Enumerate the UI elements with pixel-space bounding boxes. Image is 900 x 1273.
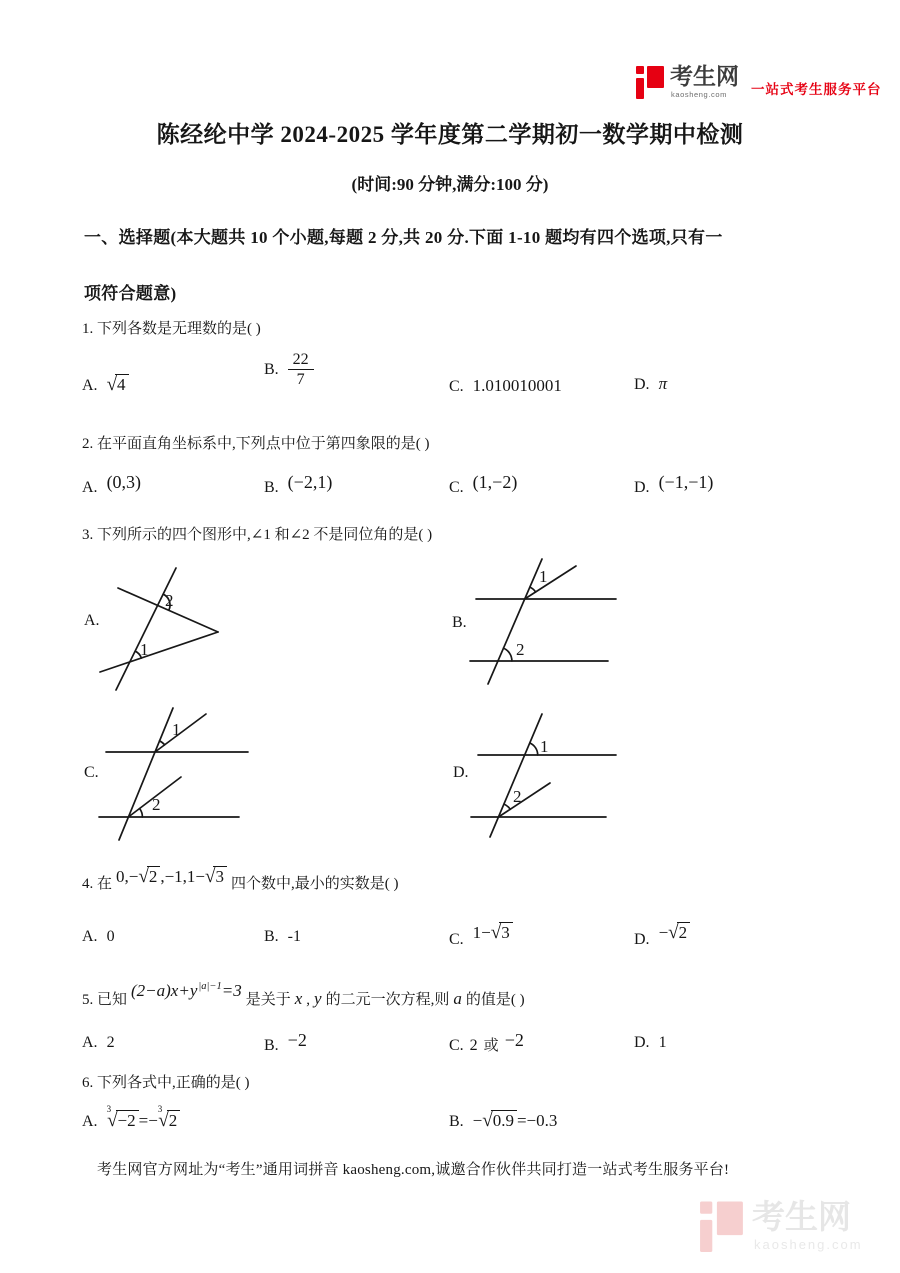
- q5-var-a: a: [453, 989, 462, 1008]
- option-label: B.: [264, 928, 279, 945]
- question-2-stem: 2. 在平面直角坐标系中,下列点中位于第四象限的是( ): [82, 436, 430, 452]
- option-label: C.: [449, 378, 464, 395]
- sqrt-expression: √ 4: [107, 374, 129, 396]
- q5-option-b: [264, 1030, 307, 1055]
- q1-option-c: [449, 376, 562, 396]
- angle-2-label: 2: [152, 795, 161, 814]
- kaosheng-logo: [636, 65, 882, 99]
- q2-option-d: [634, 472, 714, 497]
- q1-option-a: [82, 374, 129, 396]
- q3-figure-a: [96, 562, 271, 694]
- q6-option-b: [449, 1110, 557, 1132]
- footer-note: 考生网官方网址为“考生”通用词拼音 kaosheng.com,诚邀合作伙伴共同打造一站式考生服务平台!: [97, 1162, 730, 1178]
- option-or-text: 或: [483, 1038, 499, 1054]
- option-label: B.: [264, 360, 279, 378]
- brand-domain: kaosheng.com: [671, 90, 727, 99]
- angle-2-label: 2: [516, 640, 525, 659]
- option-label: A.: [82, 928, 98, 945]
- q5-equation: $(2-a)x+y^{|a|-1}=3$: [131, 981, 242, 1000]
- option-value: −2: [287, 1030, 307, 1050]
- q4-option-a: [82, 928, 115, 946]
- option-value: (−1,−1): [658, 472, 714, 492]
- option-value: π: [658, 374, 668, 393]
- q4-stem-pre: 4. 在: [82, 876, 113, 892]
- option-label: D.: [634, 479, 650, 496]
- option-label: C.: [449, 1037, 464, 1054]
- q4-option-d: [634, 923, 690, 950]
- q5-stem-post: 的值是( ): [465, 992, 525, 1008]
- option-label: D.: [634, 931, 650, 948]
- option-label: B.: [264, 1037, 279, 1054]
- q3-figure-c-label: C.: [84, 764, 99, 781]
- option-value: (1,−2): [472, 472, 518, 492]
- watermark-brand-name: 考生网: [752, 1198, 851, 1235]
- q5-stem-mid1: 是关于: [245, 992, 291, 1008]
- q5-stem-mid2: 的二元一次方程,则: [325, 992, 450, 1008]
- option-value: − √ 0.9 =−0.3: [473, 1110, 558, 1132]
- watermark-brand-domain: kaosheng.com: [754, 1237, 863, 1252]
- page-subtitle: (时间:90 分钟,满分:100 分): [351, 175, 549, 194]
- angle-1-label: 1: [140, 640, 149, 659]
- q1-option-b: [264, 350, 314, 389]
- option-label: D.: [634, 1034, 650, 1051]
- kaosheng-watermark-icon: [700, 1200, 746, 1252]
- q3-figure-c: [96, 698, 271, 846]
- section-heading-line2: 项符合题意): [84, 284, 177, 303]
- page-title: 陈经纶中学 2024-2025 学年度第二学期初一数学期中检测: [156, 122, 744, 147]
- angle-2-label: 2: [165, 591, 174, 610]
- q4-stem-post: 四个数中,最小的实数是( ): [230, 876, 399, 892]
- fraction-numerator: 22: [292, 351, 309, 368]
- q1-option-d: [634, 374, 667, 394]
- q5-comma: ,: [306, 992, 311, 1008]
- question-1-stem: 1. 下列各数是无理数的是( ): [82, 321, 261, 337]
- option-label: B.: [264, 479, 279, 496]
- q2-option-c: [449, 472, 518, 497]
- option-value-2: −2: [504, 1030, 524, 1050]
- q4-option-b: [264, 928, 301, 946]
- fraction-denominator: 7: [288, 369, 314, 389]
- q3-figure-d-label: D.: [453, 764, 469, 781]
- q3-figure-a-label: A.: [84, 612, 100, 629]
- option-label: B.: [449, 1113, 464, 1130]
- angle-1-label: 1: [172, 720, 181, 739]
- kaosheng-logo-text: [666, 65, 739, 99]
- option-value-1: 2: [469, 1037, 478, 1054]
- kaosheng-watermark: [700, 1200, 863, 1252]
- q4-math-list: 0,− √ 2 ,−1,1− √ 3: [116, 866, 227, 888]
- option-label: A.: [82, 479, 98, 496]
- option-label: A.: [82, 1034, 98, 1051]
- question-5-stem: [82, 981, 525, 1009]
- q5-option-d: [634, 1034, 667, 1052]
- option-label: D.: [634, 376, 650, 393]
- section-heading-line1: 一、选择题(本大题共 10 个小题,每题 2 分,共 20 分.下面 1-10 题均有四个选项,只有一: [84, 228, 723, 247]
- q2-option-a: [82, 472, 142, 497]
- option-value: 1.010010001: [472, 376, 562, 395]
- option-label: C.: [449, 479, 464, 496]
- option-value: 2: [106, 1034, 115, 1051]
- q3-figure-b: [466, 553, 641, 695]
- q3-figure-b-label: B.: [452, 614, 467, 631]
- question-6-stem: 6. 下列各式中,正确的是( ): [82, 1075, 250, 1091]
- option-value: (0,3): [106, 472, 142, 492]
- kaosheng-logo-icon: [636, 65, 666, 99]
- option-label: A.: [82, 377, 98, 394]
- q6-option-a: [82, 1104, 180, 1132]
- q5-stem-pre: 5. 已知: [82, 992, 128, 1008]
- option-value: (−2,1): [287, 472, 333, 492]
- q2-option-b: [264, 472, 333, 497]
- question-3-stem: 3. 下列所示的四个图形中,∠1 和∠2 不是同位角的是( ): [82, 527, 433, 543]
- q5-option-a: [82, 1034, 115, 1052]
- question-4-stem: [82, 867, 399, 894]
- q5-var-y: y: [314, 989, 322, 1008]
- brand-name: 考生网: [670, 63, 739, 89]
- option-value: − √ 2: [659, 922, 691, 944]
- q3-figure-d: [468, 698, 643, 840]
- angle-1-label: 1: [539, 567, 548, 586]
- q5-var-x: x: [294, 989, 303, 1008]
- q5-option-c: [449, 1030, 524, 1055]
- option-value: $^3$√ −2 =−$^3$√ 2: [107, 1110, 181, 1132]
- option-value: 1− √ 3: [473, 922, 513, 944]
- brand-tagline: 一站式考生服务平台: [751, 82, 882, 97]
- option-value: 1: [658, 1034, 667, 1051]
- option-label: A.: [82, 1113, 98, 1130]
- q4-option-c: [449, 923, 513, 950]
- angle-1-label: 1: [540, 737, 549, 756]
- option-value: 0: [106, 928, 115, 945]
- kaosheng-watermark-text: [746, 1200, 863, 1252]
- option-label: C.: [449, 931, 464, 948]
- fraction-expression: [288, 350, 314, 389]
- angle-2-label: 2: [513, 787, 522, 806]
- option-value: -1: [287, 928, 301, 945]
